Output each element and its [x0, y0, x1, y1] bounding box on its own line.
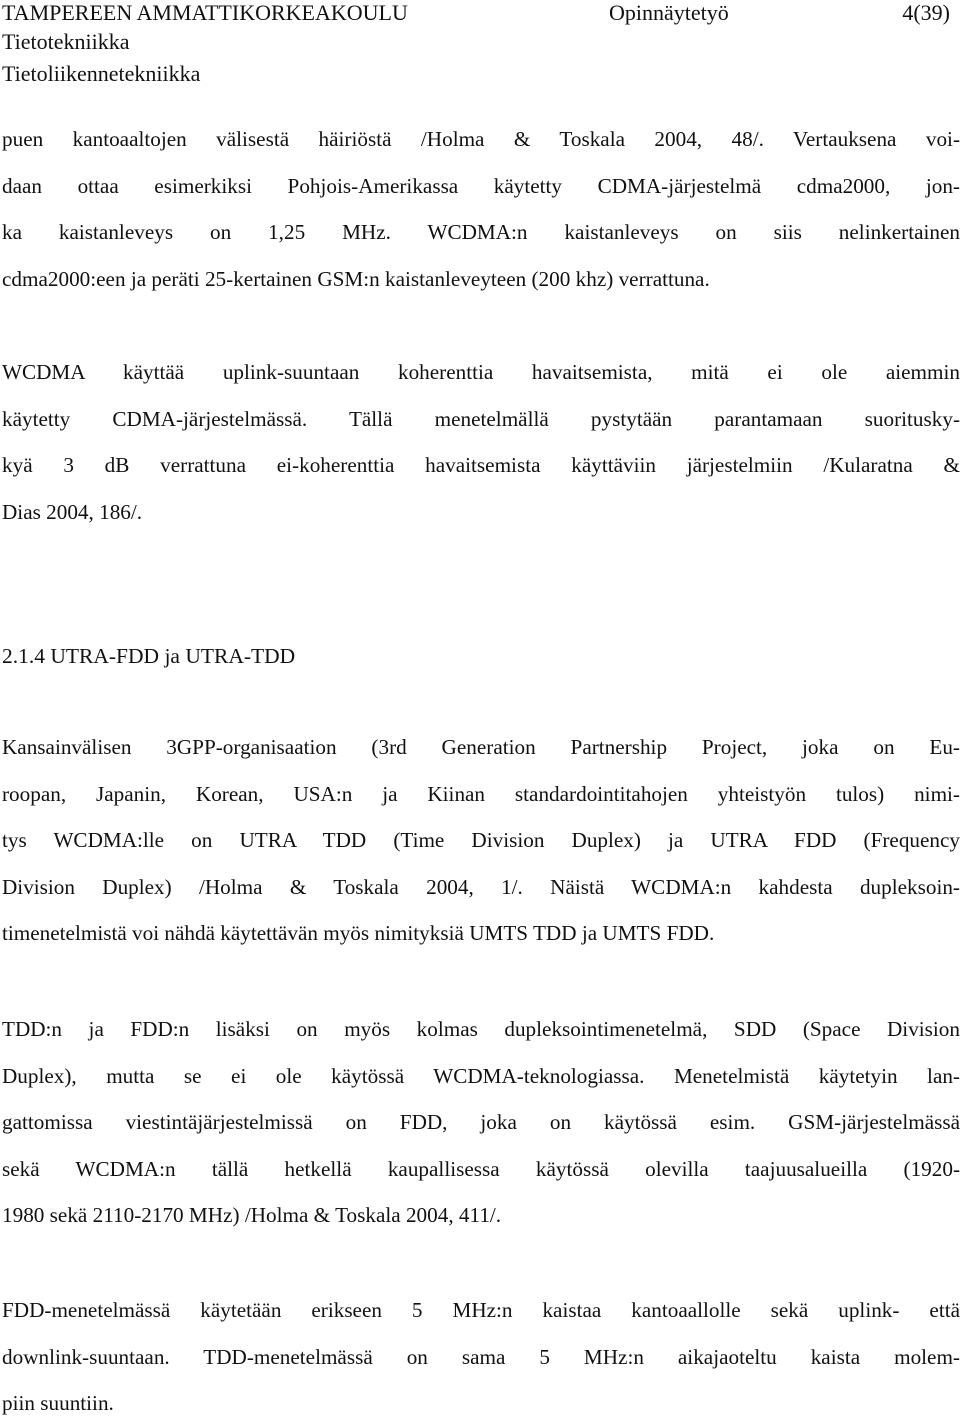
paragraph-3 [2, 724, 960, 957]
text-line: daan ottaa esimerkiksi Pohjois-Amerikassa käytetty CDMA-järjestelmä cdma2000, jon- [2, 173, 960, 198]
header-school-name: TAMPEREEN AMMATTIKORKEAKOULU [2, 0, 408, 25]
text-line: Dias 2004, 186/. [2, 499, 143, 524]
text-line: Duplex), mutta se ei ole käytössä WCDMA-teknologiassa. Menetelmistä käytetyin lan- [2, 1063, 960, 1088]
text-line: kyä 3 dB verrattuna ei-koherenttia havaitsemista käyttäviin järjestelmiin /Kularatna & [2, 453, 960, 478]
header-document-type: Opinnäytetyö [609, 0, 729, 25]
text-line: Kansainvälisen 3GPP-organisaation (3rd Generation Partnership Project, joka on Eu- [2, 735, 960, 759]
header-specialization: Tietoliikennetekniikka [2, 61, 201, 86]
header-page-number: 4(39) [902, 0, 950, 25]
text-line: timenetelmistä voi nähdä käytettävän myös nimityksiä UMTS TDD ja UMTS FDD. [2, 921, 715, 946]
text-line: puen kantoaaltojen välisestä häiriöstä /Holma & Toskala 2004, 48/. Vertauksena voi- [2, 127, 960, 151]
text-line: gattomissa viestintäjärjestelmissä on FDD, joka on käytössä esim. GSM-järjestelmässä [2, 1110, 960, 1135]
text-line: TDD:n ja FDD:n lisäksi on myös kolmas dupleksointimenetelmä, SDD (Space Division [2, 1017, 960, 1041]
section-heading: 2.1.4 UTRA-FDD ja UTRA-TDD [2, 644, 296, 668]
paragraph-1 [2, 116, 960, 302]
paragraph-5 [2, 1287, 960, 1427]
paragraph-2 [2, 349, 960, 535]
text-line: cdma2000:een ja peräti 25-kertainen GSM:n kaistanleveyteen (200 khz) verrattuna. [2, 266, 710, 291]
text-line: 1980 sekä 2110-2170 MHz) /Holma & Toskala 2004, 411/. [2, 1203, 502, 1228]
text-line: downlink-suuntaan. TDD-menetelmässä on sama 5 MHz:n aikajaoteltu kaista molem- [2, 1344, 960, 1369]
header-top-row [2, 0, 954, 32]
text-line: ka kaistanleveys on 1,25 MHz. WCDMA:n kaistanleveys on siis nelinkertainen [2, 220, 960, 245]
header-department: Tietotekniikka [2, 29, 130, 54]
page-header [2, 0, 954, 86]
paragraph-4 [2, 1006, 960, 1239]
text-line: WCDMA käyttää uplink-suuntaan koherenttia havaitsemista, mitä ei ole aiemmin [2, 360, 960, 384]
text-line: sekä WCDMA:n tällä hetkellä kaupallisessa käytössä olevilla taajuusalueilla (1920- [2, 1156, 960, 1181]
text-line: Division Duplex) /Holma & Toskala 2004, 1/. Näistä WCDMA:n kahdesta dupleksoin- [2, 874, 960, 899]
text-line: roopan, Japanin, Korean, USA:n ja Kiinan standardointitahojen yhteistyön tulos) nimi- [2, 781, 960, 806]
text-line: piin suuntiin. [2, 1391, 114, 1416]
text-line: tys WCDMA:lle on UTRA TDD (Time Division Duplex) ja UTRA FDD (Frequency [2, 828, 960, 853]
text-line: FDD-menetelmässä käytetään erikseen 5 MHz:n kaistaa kantoaallolle sekä uplink- että [2, 1298, 960, 1322]
text-line: käytetty CDMA-järjestelmässä. Tällä menetelmällä pystytään parantamaan suoritusky- [2, 406, 960, 431]
